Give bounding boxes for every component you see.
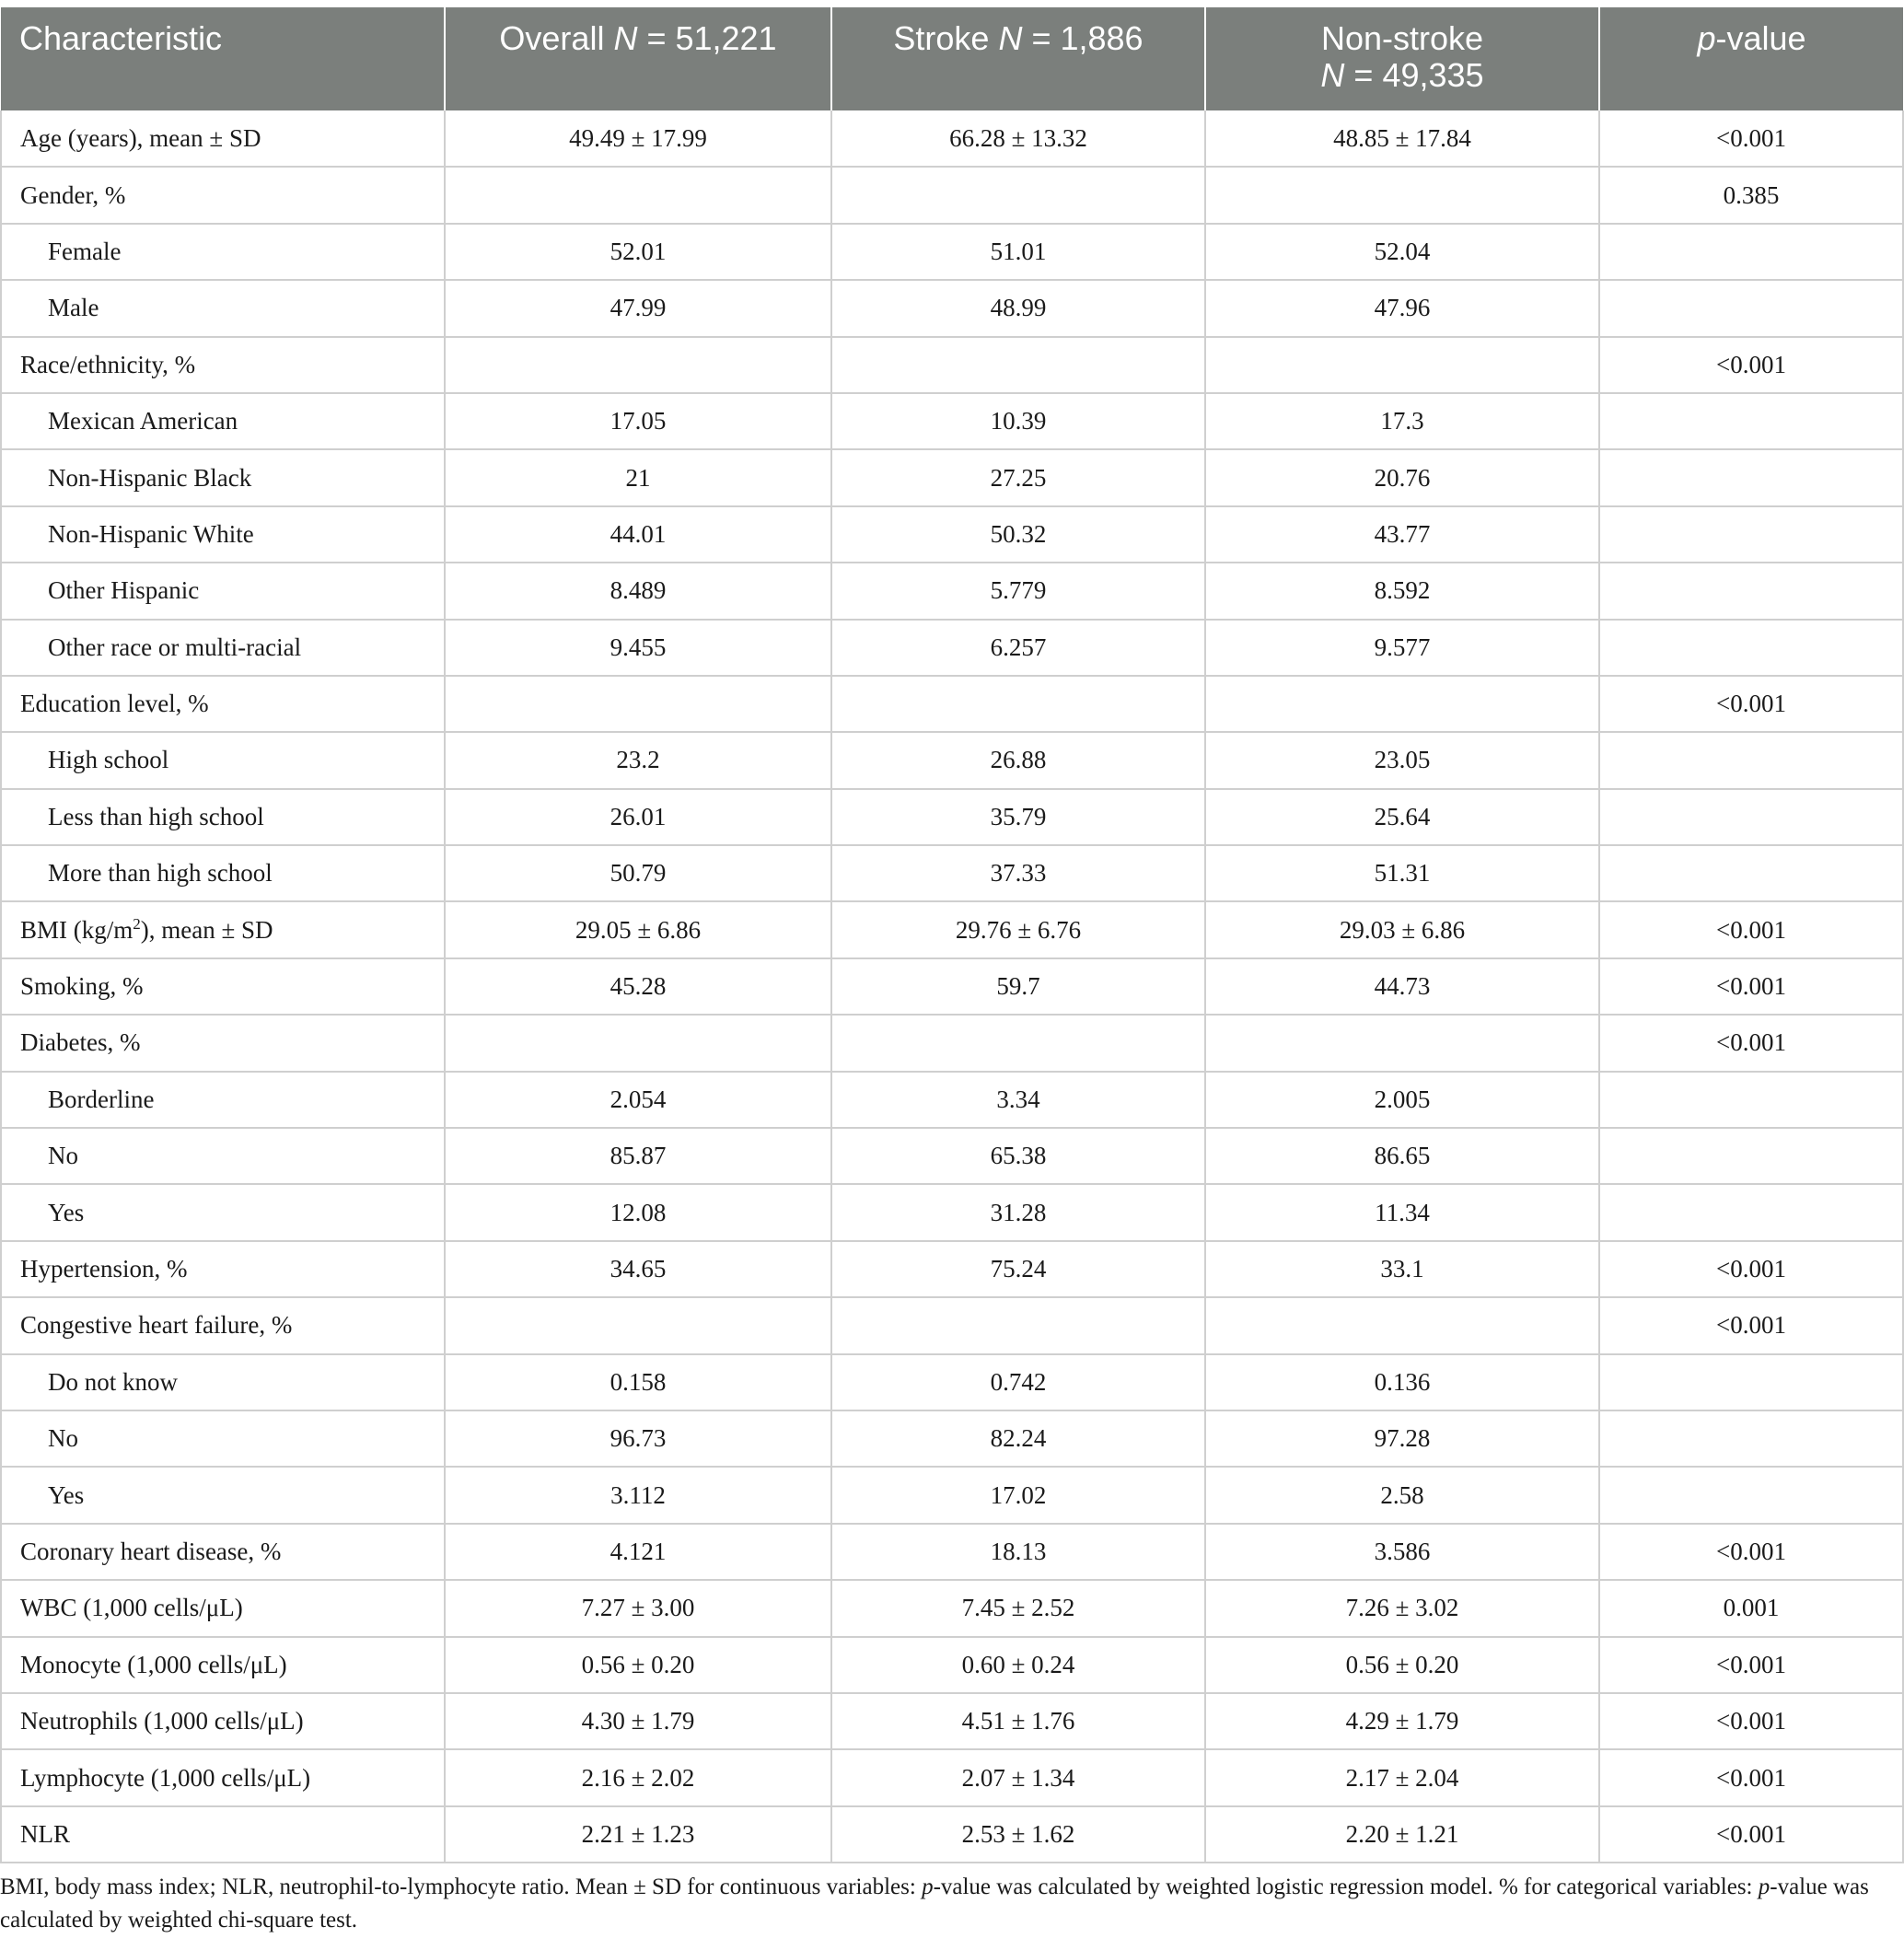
cell-p-value xyxy=(1599,506,1903,563)
cell-stroke: 51.01 xyxy=(831,224,1205,280)
cell-nonstroke: 86.65 xyxy=(1205,1128,1599,1184)
cell-p-value xyxy=(1599,789,1903,845)
row-label: Gender, % xyxy=(1,167,445,223)
cell-nonstroke: 2.20 ± 1.21 xyxy=(1205,1806,1599,1863)
table-row xyxy=(1,506,1903,563)
cell-overall: 96.73 xyxy=(445,1410,831,1467)
cell-nonstroke: 2.58 xyxy=(1205,1467,1599,1523)
table-row xyxy=(1,958,1903,1015)
cell-nonstroke: 7.26 ± 3.02 xyxy=(1205,1580,1599,1636)
cell-p-value: <0.001 xyxy=(1599,1749,1903,1805)
cell-overall: 0.56 ± 0.20 xyxy=(445,1637,831,1693)
cell-overall: 2.21 ± 1.23 xyxy=(445,1806,831,1863)
header-stroke: Stroke N = 1,886 xyxy=(831,7,1205,110)
cell-nonstroke: 2.005 xyxy=(1205,1072,1599,1128)
row-label: Education level, % xyxy=(1,676,445,732)
cell-overall: 34.65 xyxy=(445,1241,831,1297)
row-label: More than high school xyxy=(1,845,445,901)
cell-p-value: <0.001 xyxy=(1599,1241,1903,1297)
cell-overall: 4.30 ± 1.79 xyxy=(445,1693,831,1749)
cell-stroke: 0.742 xyxy=(831,1354,1205,1410)
table-row xyxy=(1,563,1903,619)
row-label: Coronary heart disease, % xyxy=(1,1524,445,1580)
table-row xyxy=(1,1354,1903,1410)
cell-nonstroke: 33.1 xyxy=(1205,1241,1599,1297)
cell-stroke: 3.34 xyxy=(831,1072,1205,1128)
cell-overall: 23.2 xyxy=(445,732,831,788)
table-row xyxy=(1,1072,1903,1128)
cell-nonstroke xyxy=(1205,1015,1599,1071)
table-row xyxy=(1,789,1903,845)
cell-p-value xyxy=(1599,1354,1903,1410)
cell-p-value xyxy=(1599,1410,1903,1467)
cell-overall: 85.87 xyxy=(445,1128,831,1184)
cell-stroke: 2.07 ± 1.34 xyxy=(831,1749,1205,1805)
cell-stroke: 66.28 ± 13.32 xyxy=(831,110,1205,167)
cell-stroke: 35.79 xyxy=(831,789,1205,845)
cell-nonstroke xyxy=(1205,337,1599,393)
cell-stroke: 18.13 xyxy=(831,1524,1205,1580)
table-row xyxy=(1,1410,1903,1467)
cell-stroke xyxy=(831,167,1205,223)
row-label: Mexican American xyxy=(1,393,445,449)
cell-overall: 21 xyxy=(445,449,831,505)
table-row xyxy=(1,1693,1903,1749)
header-overall: Overall N = 51,221 xyxy=(445,7,831,110)
cell-nonstroke xyxy=(1205,1297,1599,1353)
cell-stroke: 27.25 xyxy=(831,449,1205,505)
cell-stroke: 5.779 xyxy=(831,563,1205,619)
cell-nonstroke: 52.04 xyxy=(1205,224,1599,280)
cell-nonstroke: 25.64 xyxy=(1205,789,1599,845)
table-row xyxy=(1,620,1903,676)
cell-overall: 2.054 xyxy=(445,1072,831,1128)
cell-nonstroke: 47.96 xyxy=(1205,280,1599,336)
row-label: High school xyxy=(1,732,445,788)
table-header-row xyxy=(1,7,1903,110)
table-row xyxy=(1,1637,1903,1693)
row-label: Lymphocyte (1,000 cells/μL) xyxy=(1,1749,445,1805)
cell-p-value xyxy=(1599,563,1903,619)
cell-stroke: 7.45 ± 2.52 xyxy=(831,1580,1205,1636)
cell-nonstroke: 43.77 xyxy=(1205,506,1599,563)
cell-overall: 29.05 ± 6.86 xyxy=(445,901,831,958)
header-nonstroke: Non-stroke N = 49,335 xyxy=(1205,7,1599,110)
row-label: Male xyxy=(1,280,445,336)
cell-p-value: <0.001 xyxy=(1599,1015,1903,1071)
table-row xyxy=(1,1297,1903,1353)
table-row xyxy=(1,845,1903,901)
row-label: Other race or multi-racial xyxy=(1,620,445,676)
cell-nonstroke: 51.31 xyxy=(1205,845,1599,901)
table-row xyxy=(1,732,1903,788)
cell-p-value xyxy=(1599,449,1903,505)
header-characteristic: Characteristic xyxy=(1,7,445,110)
cell-nonstroke: 9.577 xyxy=(1205,620,1599,676)
cell-overall xyxy=(445,1015,831,1071)
header-p-value: p-value xyxy=(1599,7,1903,110)
cell-p-value: <0.001 xyxy=(1599,1524,1903,1580)
cell-stroke: 31.28 xyxy=(831,1184,1205,1240)
table-row xyxy=(1,1015,1903,1071)
cell-nonstroke: 8.592 xyxy=(1205,563,1599,619)
cell-stroke: 65.38 xyxy=(831,1128,1205,1184)
table-row xyxy=(1,224,1903,280)
table-body xyxy=(1,110,1903,1863)
row-label: No xyxy=(1,1410,445,1467)
cell-p-value xyxy=(1599,224,1903,280)
cell-p-value xyxy=(1599,1184,1903,1240)
table-row xyxy=(1,280,1903,336)
cell-nonstroke: 44.73 xyxy=(1205,958,1599,1015)
cell-nonstroke: 17.3 xyxy=(1205,393,1599,449)
cell-stroke: 26.88 xyxy=(831,732,1205,788)
cell-stroke: 2.53 ± 1.62 xyxy=(831,1806,1205,1863)
cell-nonstroke: 4.29 ± 1.79 xyxy=(1205,1693,1599,1749)
row-label: Do not know xyxy=(1,1354,445,1410)
row-label: Borderline xyxy=(1,1072,445,1128)
cell-stroke: 17.02 xyxy=(831,1467,1205,1523)
row-label: Non-Hispanic Black xyxy=(1,449,445,505)
cell-p-value: <0.001 xyxy=(1599,1693,1903,1749)
row-label: WBC (1,000 cells/μL) xyxy=(1,1580,445,1636)
cell-p-value: <0.001 xyxy=(1599,958,1903,1015)
table-row xyxy=(1,449,1903,505)
table-row xyxy=(1,1524,1903,1580)
table-row xyxy=(1,167,1903,223)
row-label: Non-Hispanic White xyxy=(1,506,445,563)
cell-overall: 45.28 xyxy=(445,958,831,1015)
cell-stroke: 29.76 ± 6.76 xyxy=(831,901,1205,958)
cell-p-value xyxy=(1599,845,1903,901)
cell-p-value xyxy=(1599,620,1903,676)
cell-overall: 0.158 xyxy=(445,1354,831,1410)
cell-p-value: <0.001 xyxy=(1599,1297,1903,1353)
cell-overall: 8.489 xyxy=(445,563,831,619)
table-row xyxy=(1,1184,1903,1240)
table-row xyxy=(1,1241,1903,1297)
cell-nonstroke: 3.586 xyxy=(1205,1524,1599,1580)
table-row xyxy=(1,676,1903,732)
row-label: Age (years), mean ± SD xyxy=(1,110,445,167)
table-row xyxy=(1,110,1903,167)
cell-p-value: <0.001 xyxy=(1599,676,1903,732)
row-label: Other Hispanic xyxy=(1,563,445,619)
table-row xyxy=(1,1749,1903,1805)
row-label: Hypertension, % xyxy=(1,1241,445,1297)
cell-overall: 9.455 xyxy=(445,620,831,676)
cell-p-value: <0.001 xyxy=(1599,110,1903,167)
cell-p-value xyxy=(1599,1467,1903,1523)
cell-nonstroke: 11.34 xyxy=(1205,1184,1599,1240)
cell-overall: 50.79 xyxy=(445,845,831,901)
cell-overall xyxy=(445,337,831,393)
cell-p-value: <0.001 xyxy=(1599,1806,1903,1863)
cell-stroke: 10.39 xyxy=(831,393,1205,449)
cell-overall: 3.112 xyxy=(445,1467,831,1523)
cell-p-value xyxy=(1599,280,1903,336)
cell-nonstroke: 48.85 ± 17.84 xyxy=(1205,110,1599,167)
table-row xyxy=(1,1806,1903,1863)
cell-p-value xyxy=(1599,393,1903,449)
cell-stroke xyxy=(831,337,1205,393)
cell-stroke: 48.99 xyxy=(831,280,1205,336)
cell-p-value: 0.001 xyxy=(1599,1580,1903,1636)
cell-nonstroke xyxy=(1205,167,1599,223)
cell-stroke: 75.24 xyxy=(831,1241,1205,1297)
cell-p-value: 0.385 xyxy=(1599,167,1903,223)
cell-p-value xyxy=(1599,1128,1903,1184)
cell-p-value xyxy=(1599,1072,1903,1128)
cell-overall xyxy=(445,1297,831,1353)
cell-nonstroke: 97.28 xyxy=(1205,1410,1599,1467)
table-row xyxy=(1,1580,1903,1636)
table-row xyxy=(1,1128,1903,1184)
row-label: Diabetes, % xyxy=(1,1015,445,1071)
baseline-characteristics-table xyxy=(0,7,1904,1863)
cell-stroke: 6.257 xyxy=(831,620,1205,676)
table-row xyxy=(1,393,1903,449)
row-label: Monocyte (1,000 cells/μL) xyxy=(1,1637,445,1693)
cell-nonstroke: 0.56 ± 0.20 xyxy=(1205,1637,1599,1693)
row-label: Neutrophils (1,000 cells/μL) xyxy=(1,1693,445,1749)
row-label: NLR xyxy=(1,1806,445,1863)
cell-p-value: <0.001 xyxy=(1599,1637,1903,1693)
cell-nonstroke xyxy=(1205,676,1599,732)
cell-overall: 2.16 ± 2.02 xyxy=(445,1749,831,1805)
row-label: Yes xyxy=(1,1467,445,1523)
cell-overall: 12.08 xyxy=(445,1184,831,1240)
row-label: Congestive heart failure, % xyxy=(1,1297,445,1353)
table-row xyxy=(1,901,1903,958)
cell-stroke: 0.60 ± 0.24 xyxy=(831,1637,1205,1693)
row-label: No xyxy=(1,1128,445,1184)
cell-stroke: 82.24 xyxy=(831,1410,1205,1467)
cell-nonstroke: 23.05 xyxy=(1205,732,1599,788)
cell-stroke xyxy=(831,1297,1205,1353)
row-label: Smoking, % xyxy=(1,958,445,1015)
row-label: BMI $(kg/m^2)$, mean ± SD xyxy=(1,901,445,958)
cell-nonstroke: 20.76 xyxy=(1205,449,1599,505)
cell-nonstroke: 29.03 ± 6.86 xyxy=(1205,901,1599,958)
cell-overall: 7.27 ± 3.00 xyxy=(445,1580,831,1636)
cell-overall: 47.99 xyxy=(445,280,831,336)
table-row xyxy=(1,337,1903,393)
cell-overall: 26.01 xyxy=(445,789,831,845)
cell-nonstroke: 0.136 xyxy=(1205,1354,1599,1410)
row-label: Yes xyxy=(1,1184,445,1240)
cell-overall: 17.05 xyxy=(445,393,831,449)
cell-p-value: <0.001 xyxy=(1599,337,1903,393)
cell-overall xyxy=(445,676,831,732)
cell-stroke: 37.33 xyxy=(831,845,1205,901)
cell-stroke xyxy=(831,1015,1205,1071)
table-footnote: BMI, body mass index; NLR, neutrophil-to-lymphocyte ratio. Mean ± SD for continuous variables: p-value was calculated by weighted logistic regression model. % for categorical variables: p-value was calculated by weighted chi-square test. xyxy=(0,1875,1869,1933)
cell-overall: 52.01 xyxy=(445,224,831,280)
cell-overall: 44.01 xyxy=(445,506,831,563)
cell-stroke: 50.32 xyxy=(831,506,1205,563)
cell-overall: 4.121 xyxy=(445,1524,831,1580)
table-row xyxy=(1,1467,1903,1523)
cell-stroke: 59.7 xyxy=(831,958,1205,1015)
cell-nonstroke: 2.17 ± 2.04 xyxy=(1205,1749,1599,1805)
cell-p-value xyxy=(1599,732,1903,788)
cell-stroke xyxy=(831,676,1205,732)
cell-stroke: 4.51 ± 1.76 xyxy=(831,1693,1205,1749)
cell-overall: 49.49 ± 17.99 xyxy=(445,110,831,167)
row-label: Female xyxy=(1,224,445,280)
cell-p-value: <0.001 xyxy=(1599,901,1903,958)
row-label: Less than high school xyxy=(1,789,445,845)
row-label: Race/ethnicity, % xyxy=(1,337,445,393)
cell-overall xyxy=(445,167,831,223)
